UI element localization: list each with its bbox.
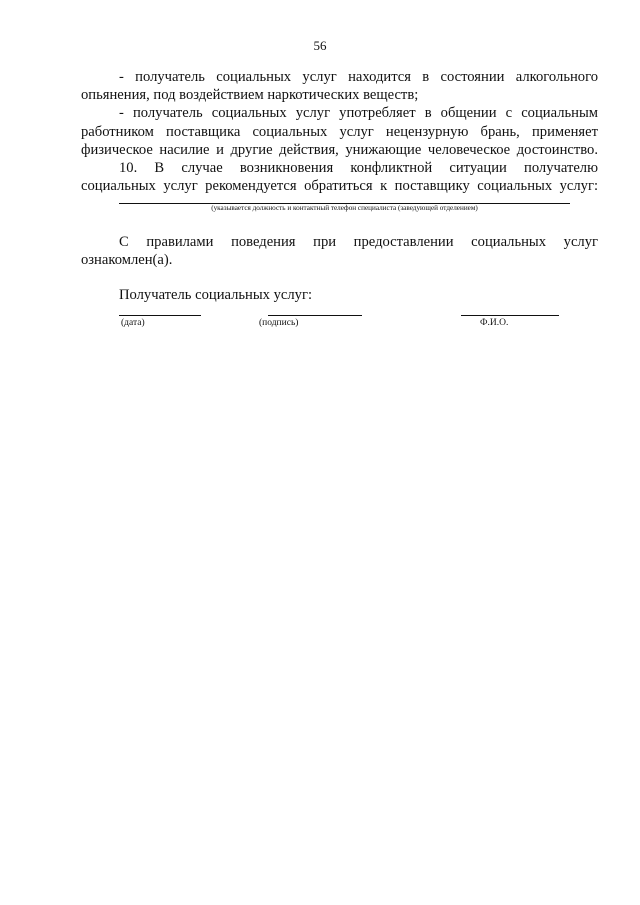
- date-fill-line: [119, 315, 201, 316]
- name-label: Ф.И.О.: [480, 318, 509, 328]
- paragraph-line: работником поставщика социальных услуг нецензурную брань, применяет: [81, 123, 598, 140]
- paragraph-line: опьянения, под воздействием наркотических веществ;: [81, 87, 419, 104]
- page-number: 56: [313, 38, 327, 53]
- paragraph-line: физическое насилие и другие действия, унижающие человеческое достоинство.: [81, 141, 598, 158]
- specialist-fill-caption: (указывается должность и контактный телефон специалиста (заведующей отделением): [211, 204, 478, 212]
- acknowledgement-line: С правилами поведения при предоставлении социальных услуг: [119, 234, 598, 250]
- acknowledgement-line: ознакомлен(а).: [81, 252, 173, 269]
- paragraph-line: социальных услуг рекомендуется обратиться к поставщику социальных услуг:: [81, 178, 598, 195]
- signature-fill-line: [268, 315, 362, 316]
- paragraph-line: 10. В случае возникновения конфликтной ситуации получателю: [119, 160, 598, 177]
- paragraph-line: - получатель социальных услуг находится в состоянии алкогольного: [119, 69, 598, 85]
- paragraph-alcohol: [81, 68, 598, 104]
- name-fill-line: [461, 315, 559, 316]
- paragraph-line: - получатель социальных услуг употребляет в общении с социальным: [119, 105, 598, 122]
- document-body: [81, 68, 598, 195]
- signature-label: (подпись): [259, 318, 299, 328]
- recipient-heading: Получатель социальных услуг:: [119, 287, 312, 303]
- date-label: (дата): [121, 318, 145, 328]
- paragraph-conflict: [81, 159, 598, 195]
- paragraph-profanity: [81, 104, 598, 159]
- acknowledgement-paragraph: [81, 233, 598, 269]
